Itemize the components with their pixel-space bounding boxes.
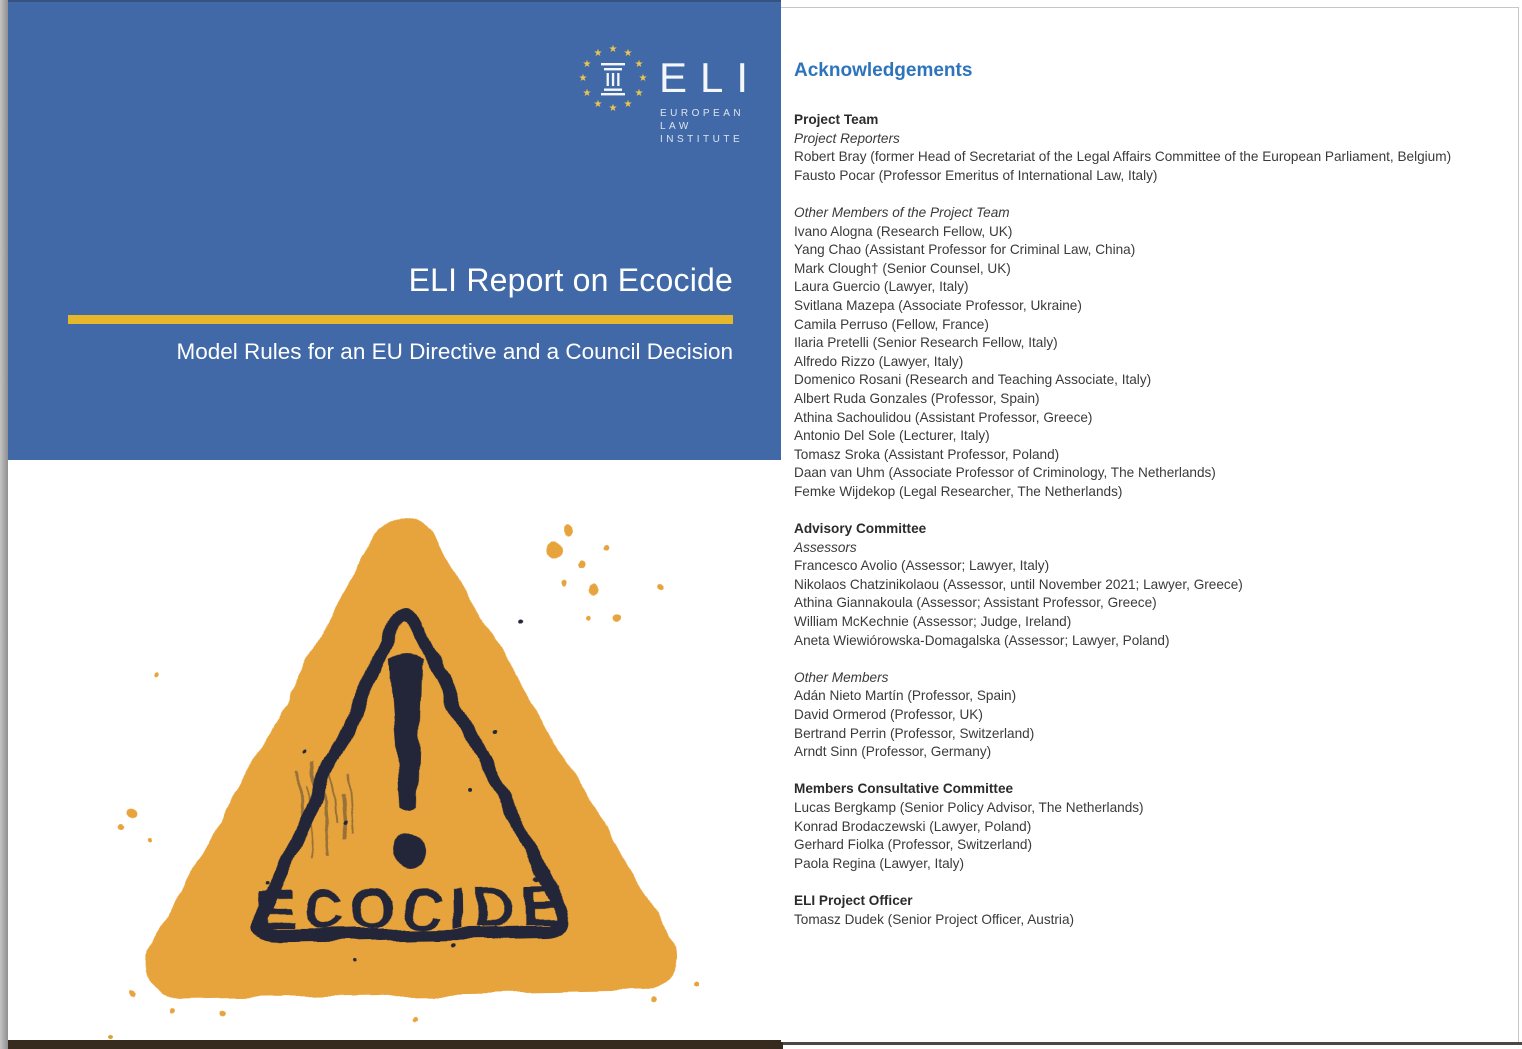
credit-line: Bertrand Perrin (Professor, Switzerland): [794, 725, 1035, 741]
credit-line: Ivano Alogna (Research Fellow, UK): [794, 223, 1013, 239]
viewer-left-edge: [0, 0, 8, 1049]
eu-star-icon: ★: [582, 88, 592, 99]
eu-star-icon: ★: [608, 44, 618, 55]
group-subtitle: Other Members of the Project Team: [794, 204, 1010, 220]
eu-star-icon: ★: [623, 99, 633, 110]
section-title: Advisory Committee: [794, 521, 927, 537]
credit-line: Svitlana Mazepa (Associate Professor, Ukraine): [794, 297, 1082, 313]
credit-line: Yang Chao (Assistant Professor for Criminal Law, China): [794, 242, 1136, 258]
credit-line: Domenico Rosani (Research and Teaching Associate, Italy): [794, 372, 1152, 388]
credit-line: Camila Perruso (Fellow, France): [794, 316, 989, 332]
ecocide-warning-sign: [98, 485, 717, 1031]
credit-line: David Ormerod (Professor, UK): [794, 707, 983, 722]
credit-line: Francesco Avolio (Assessor; Lawyer, Italy): [794, 558, 1050, 574]
credit-line: Lucas Bergkamp (Senior Policy Advisor, The Netherlands): [794, 799, 1144, 815]
credit-line: Athina Giannakoula (Assessor; Assistant Professor, Greece): [794, 595, 1157, 611]
cover-bottom-band: [8, 1040, 783, 1049]
eu-stars-circle: [580, 46, 646, 112]
credit-line: Tomasz Sroka (Assistant Professor, Poland): [794, 446, 1060, 462]
eu-star-icon: ★: [582, 59, 592, 70]
eu-star-icon: ★: [578, 73, 588, 84]
eu-star-icon: ★: [593, 99, 603, 110]
eu-star-icon: ★: [634, 88, 644, 99]
eli-logo-name-line: INSTITUTE: [660, 134, 744, 145]
section-title: ELI Project Officer: [794, 892, 913, 908]
credit-line: Daan van Uhm (Associate Professor of Criminology, The Netherlands): [794, 465, 1216, 481]
acknowledgements-page: [781, 7, 1519, 1042]
cover-lower-panel: [8, 460, 781, 1041]
credit-line: Albert Ruda Gonzales (Professor, Spain): [794, 390, 1040, 406]
credit-line: Nikolaos Chatzinikolaou (Assessor, until November 2021; Lawyer, Greece): [794, 576, 1243, 592]
credit-line: Aneta Wiewiórowska-Domagalska (Assessor; Lawyer, Poland): [794, 632, 1170, 648]
credit-line: William McKechnie (Assessor; Judge, Ireland): [794, 614, 1072, 630]
credit-line: Konrad Brodaczewski (Lawyer, Poland): [794, 818, 1032, 834]
credit-line: Tomasz Dudek (Senior Project Officer, Austria): [794, 911, 1075, 927]
credit-line: Robert Bray (former Head of Secretariat of the Legal Affairs Committee of the European Parliament, Belgium): [794, 149, 1452, 165]
eli-logo-name-line: EUROPEAN: [660, 108, 745, 119]
paint-speck: [108, 1035, 113, 1039]
credit-line: Athina Sachoulidou (Assistant Professor, Greece): [794, 409, 1093, 425]
eu-star-icon: ★: [638, 73, 648, 84]
group-subtitle: Other Members: [794, 669, 889, 685]
eli-logo-acronym: ELI: [659, 54, 762, 101]
eu-star-icon: ★: [623, 48, 633, 59]
cover-page: [8, 0, 781, 1041]
classical-column-icon: [600, 63, 626, 97]
cover-blue-panel: [8, 0, 781, 460]
group-subtitle: Assessors: [794, 539, 857, 555]
eu-star-icon: ★: [634, 59, 644, 70]
credit-line: Alfredo Rizzo (Lawyer, Italy): [794, 353, 964, 369]
eu-star-icon: ★: [593, 48, 603, 59]
title-divider-rule: [68, 315, 733, 324]
credit-line: Gerhard Fiolka (Professor, Switzerland): [794, 837, 1032, 853]
group-subtitle: Project Reporters: [794, 130, 900, 146]
credit-line: Fausto Pocar (Professor Emeritus of International Law, Italy): [794, 167, 1158, 183]
page-bottom-edge: [783, 1042, 1522, 1045]
credit-line: Antonio Del Sole (Lecturer, Italy): [794, 428, 990, 444]
credit-line: Ilaria Pretelli (Senior Research Fellow, Italy): [794, 335, 1058, 351]
credit-line: Laura Guercio (Lawyer, Italy): [794, 279, 969, 295]
eli-logo-name: [660, 107, 744, 146]
ecocide-label: ECOCIDE: [254, 873, 553, 942]
page-title: Acknowledgements: [794, 60, 973, 81]
section-title: Project Team: [794, 112, 879, 127]
report-subtitle: Model Rules for an EU Directive and a Council Decision: [176, 339, 733, 364]
credit-line: Adán Nieto Martín (Professor, Spain): [794, 688, 1017, 704]
credit-line: Mark Clough† (Senior Counsel, UK): [794, 260, 1011, 276]
report-title: ELI Report on Ecocide: [408, 262, 733, 298]
section-title: Members Consultative Committee: [794, 781, 1014, 797]
credit-line: Arndt Sinn (Professor, Germany): [794, 744, 992, 760]
credit-line: Femke Wijdekop (Legal Researcher, The Netherlands): [794, 483, 1123, 499]
eli-logo: [8, 2, 781, 202]
credit-line: Paola Regina (Lawyer, Italy): [794, 855, 965, 871]
eli-logo-name-line: LAW: [660, 121, 692, 132]
eu-star-icon: ★: [608, 103, 618, 114]
